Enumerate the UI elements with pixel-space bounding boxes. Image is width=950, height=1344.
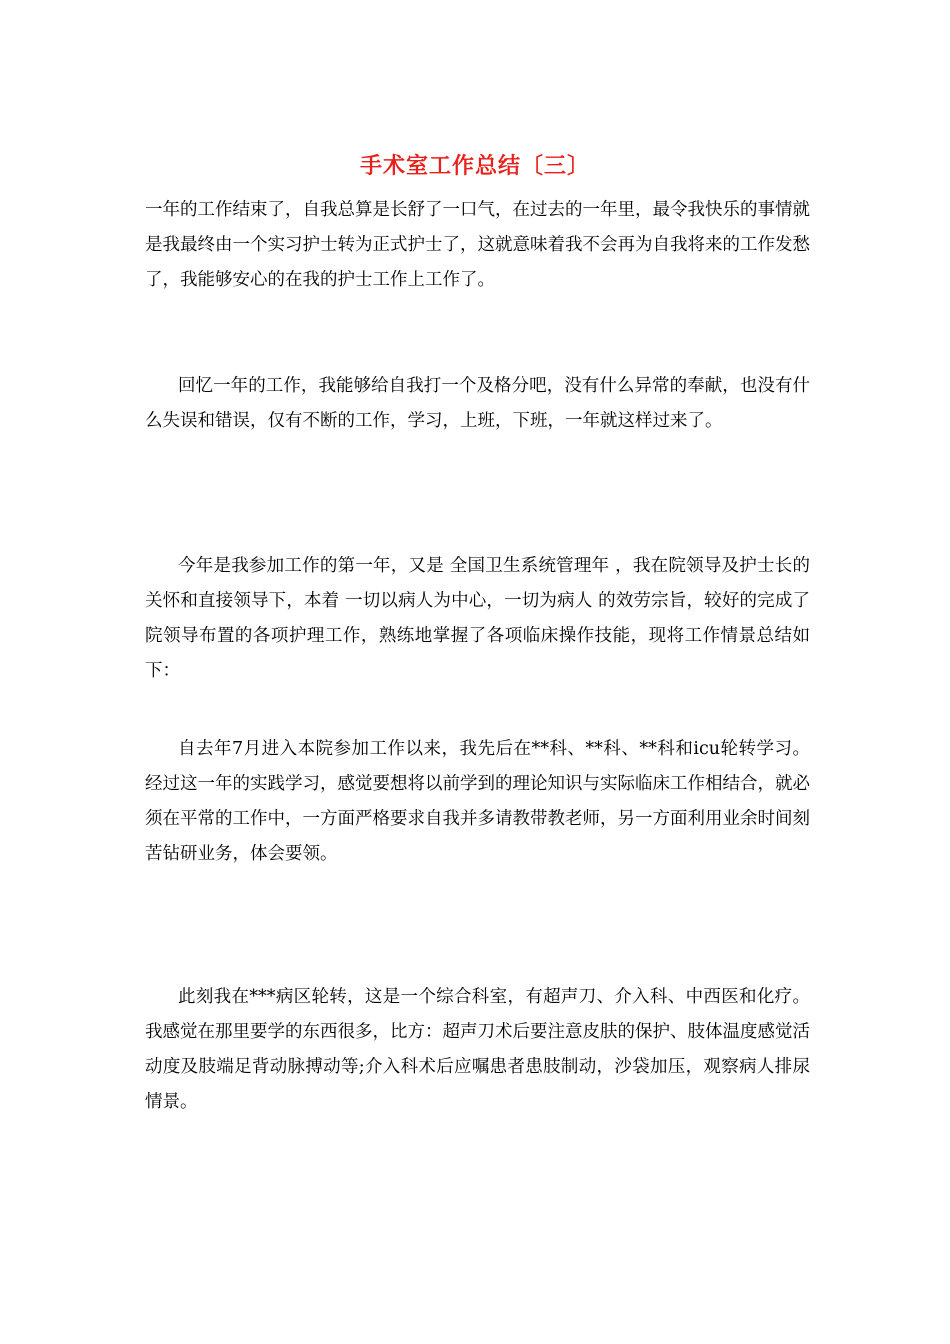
paragraph-2: 回忆一年的工作，我能够给自我打一个及格分吧，没有什么异常的奉献，也没有什么失误和错误，仅有不断的工作，学习，上班，下班，一年就这样过来了。 (145, 376, 810, 431)
paragraph-4: 自去年7月进入本院参加工作以来，我先后在**科、**科、**科和icu轮转学习。经过这一年的实践学习，感觉要想将以前学到的理论知识与实际临床工作相结合，就必须在平常的工作中，一方面严格要求自我并多请教带教老师，另一方面利用业余时间刻苦钻研业务，体会要领。 (145, 739, 810, 864)
document-title: 手术室工作总结〔三〕 (359, 154, 590, 179)
paragraph-1: 一年的工作结束了，自我总算是长舒了一口气，在过去的一年里，最令我快乐的事情就是我最终由一个实习护士转为正式护士了，这就意味着我不会再为自我将来的工作发愁了，我能够安心的在我的护士工作上工作了。 (145, 200, 810, 290)
paragraph-3: 今年是我参加工作的第一年，又是 全国卫生系统管理年 ，我在院领导及护士长的关怀和直接领导下，本着 一切以病人为中心，一切为病人 的效劳宗旨，较好的完成了院领导布置的各项护理工作，熟练地掌握了各项临床操作技能，现将工作情景总结如下： (145, 556, 810, 681)
paragraph-5: 此刻我在***病区轮转，这是一个综合科室，有超声刀、介入科、中西医和化疗。我感觉在那里要学的东西很多，比方：超声刀术后要注意皮肤的保护、肢体温度感觉活动度及肢端足背动脉搏动等;介入科术后应嘱患者患肢制动，沙袋加压，观察病人排尿情景。 (145, 987, 810, 1112)
